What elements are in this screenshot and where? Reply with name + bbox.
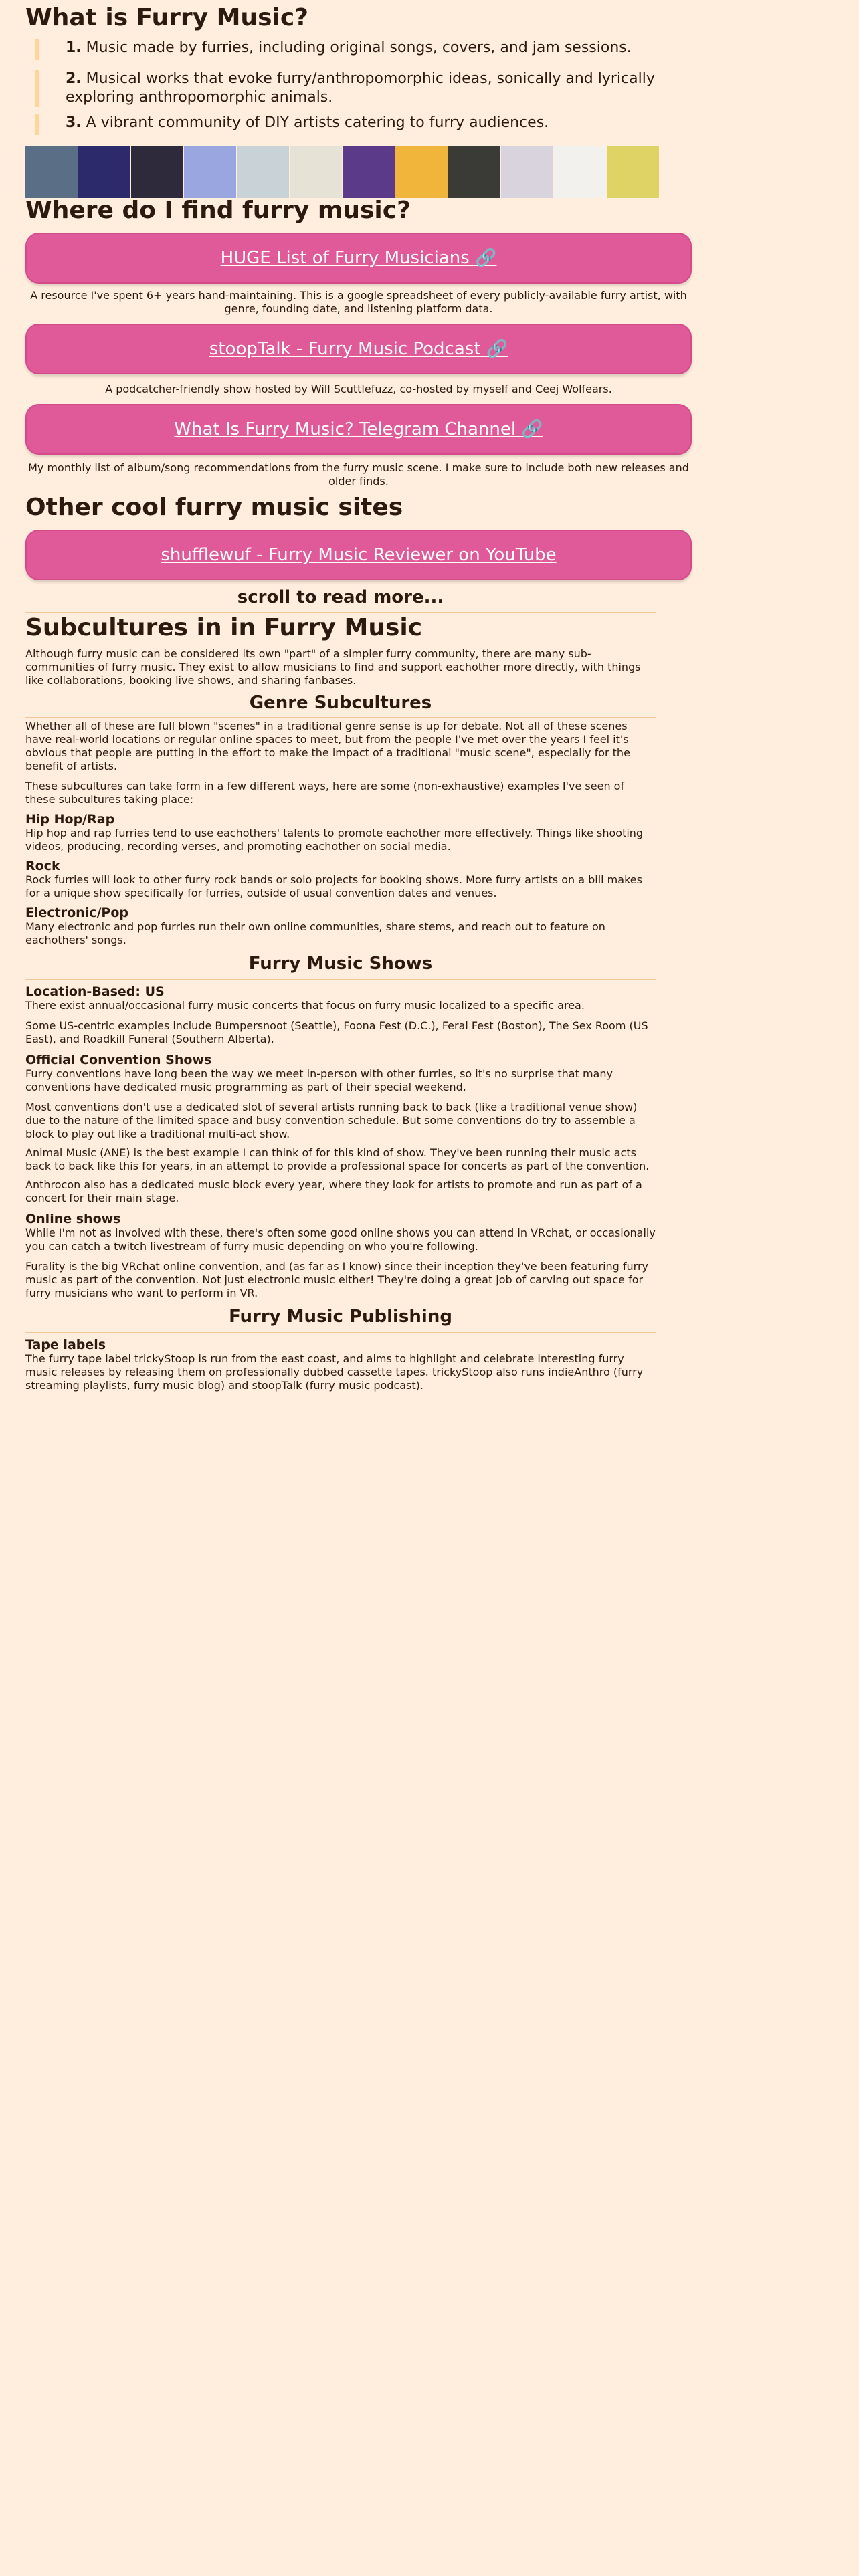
genre-paragraph-1: Whether all of these are full blown "scenes" in a traditional genre sense is up for debate. Not all of these scenes have real-world locations or regular online spaces to meet, but from the people I've met over the years I feel it's obvious that people are putting in the effort to make the impact of a traditional "music scene", especially for the benefit of artists.: [25, 720, 630, 772]
album-cover-5-icon: [237, 146, 289, 198]
album-cover-8-icon: [395, 146, 448, 198]
rock-text: Rock furries will look to other furry rock bands or solo projects for booking shows. More furry artists on a bill makes for a unique show specifically for furries, outside of usual convention dates and venues.: [25, 873, 642, 899]
definition-number: 2.: [66, 70, 82, 87]
album-cover-2-icon: [78, 146, 130, 198]
furry-musicians-list-link[interactable]: HUGE List of Furry Musicians 🔗: [25, 233, 692, 284]
album-cover-10-icon: [501, 146, 553, 198]
online-paragraph-1: While I'm not as involved with these, there's often some good online shows you can attend in VRchat, or occasionally you can catch a twitch livestream of furry music depending on who you're following.: [25, 1226, 656, 1253]
divider: [25, 979, 656, 980]
telegram-channel-link[interactable]: What Is Furry Music? Telegram Channel 🔗: [25, 404, 692, 455]
subcultures-intro: Although furry music can be considered its own "part" of a simpler furry community, there are many sub-communities of furry music. They exist to allow musicians to find and support eachother more directly, with things like collaborations, booking live shows, and sharing fanbases.: [25, 647, 641, 687]
electronic-pop-text: Many electronic and pop furries run their own online communities, share stems, and reach out to feature on eachothers' songs.: [25, 920, 605, 946]
genre-paragraph-2: These subcultures can take form in a few different ways, here are some (non-exhaustive) examples I've seen of these subcultures taking place:: [25, 780, 625, 806]
convention-paragraph-2: Most conventions don't use a dedicated slot of several artists running back to back (like a traditional venue show) due to the nature of the limited space and busy convention schedule. But some conventions do try to assemble a block to play out like a traditional multi-act show.: [25, 1101, 638, 1140]
album-cover-12-icon: [607, 146, 659, 198]
other-sites-heading: Other cool furry music sites: [25, 494, 403, 521]
album-cover-1-icon: [25, 146, 78, 198]
furry-music-shows-heading: Furry Music Shows: [248, 954, 433, 974]
page-title: What is Furry Music?: [25, 4, 309, 31]
stooptalk-podcast-description: A podcatcher-friendly show hosted by Will Scuttlefuzz, co-hosted by myself and Ceej Wolfears.: [105, 383, 612, 395]
album-cover-7-icon: [343, 146, 395, 198]
album-cover-9-icon: [448, 146, 500, 198]
electronic-pop-heading: Electronic/Pop: [25, 905, 128, 920]
rock-heading: Rock: [25, 859, 60, 873]
location-based-paragraph-2: Some US-centric examples include Bumpersnoot (Seattle), Foona Fest (D.C.), Feral Fest (Boston), The Sex Room (US East), and Roadkill Funeral (Southern Alberta).: [25, 1019, 648, 1045]
definition-number: 3.: [66, 114, 82, 131]
furry-musicians-list-description: A resource I've spent 6+ years hand-maintaining. This is a google spreadsheet of every publicly-available furry artist, with genre, founding date, and listening platform data.: [30, 289, 687, 315]
subcultures-heading: Subcultures in in Furry Music: [25, 614, 423, 641]
divider: [25, 1332, 656, 1333]
hiphop-heading: Hip Hop/Rap: [25, 812, 115, 827]
tape-labels-paragraph: The furry tape label trickyStoop is run from the east coast, and aims to highlight and celebrate interesting furry music releases by releasing them on professionally dubbed cassette tapes. trickyStoop also runs indieAnthro (furry streaming playlists, furry music blog) and stoopTalk (furry music podcast).: [25, 1352, 644, 1392]
divider: [25, 717, 656, 718]
convention-shows-heading: Official Convention Shows: [25, 1053, 212, 1067]
publishing-heading: Furry Music Publishing: [229, 1307, 452, 1327]
definition-text: Music made by furries, including original songs, covers, and jam sessions.: [86, 39, 632, 56]
convention-paragraph-1: Furry conventions have long been the way we meet in-person with other furries, so it's no surprise that many conventions have dedicated music programming as part of their special weekend.: [25, 1067, 613, 1093]
convention-paragraph-4: Anthrocon also has a dedicated music block every year, where they look for artists to promote and run as part of a concert for their main stage.: [25, 1178, 642, 1204]
location-based-paragraph-1: There exist annual/occasional furry music concerts that focus on furry music localized to a specific area.: [25, 999, 585, 1012]
album-cover-4-icon: [184, 146, 236, 198]
album-cover-strip: [25, 146, 694, 198]
convention-paragraph-3: Animal Music (ANE) is the best example I can think of for this kind of show. They've been running their music acts back to back like this for years, in an attempt to provide a professional space for concerts as part of the convention.: [25, 1146, 650, 1172]
online-paragraph-2: Furality is the big VRchat online convention, and (as far as I know) since their inception they've been featuring furry music as part of the convention. Not just electronic music either! They're doing a great job of carving out space for furry musicians who want to perform in VR.: [25, 1260, 649, 1299]
scroll-hint: scroll to read more...: [237, 587, 444, 607]
tape-labels-heading: Tape labels: [25, 1337, 106, 1352]
location-based-heading: Location-Based: US: [25, 984, 165, 999]
telegram-channel-description: My monthly list of album/song recommendations from the furry music scene. I make sure to include both new releases and older finds.: [28, 461, 689, 488]
online-shows-heading: Online shows: [25, 1212, 121, 1226]
album-cover-6-icon: [290, 146, 342, 198]
genre-subcultures-heading: Genre Subcultures: [249, 693, 432, 713]
definition-item: [35, 114, 708, 135]
album-cover-3-icon: [131, 146, 183, 198]
definition-item: [35, 70, 708, 107]
definition-text: A vibrant community of DIY artists catering to furry audiences.: [86, 114, 549, 131]
find-heading: Where do I find furry music?: [25, 197, 411, 224]
hiphop-text: Hip hop and rap furries tend to use eachothers' talents to promote eachother more effectively. Things like shooting videos, producing, recording verses, and promoting eachother on social media.: [25, 827, 644, 853]
album-cover-11-icon: [554, 146, 606, 198]
definition-item: [35, 39, 708, 60]
shufflewuf-youtube-link[interactable]: shufflewuf - Furry Music Reviewer on YouTube: [25, 530, 692, 580]
stooptalk-podcast-link[interactable]: stoopTalk - Furry Music Podcast 🔗: [25, 324, 692, 374]
definition-text: Musical works that evoke furry/anthropomorphic ideas, sonically and lyrically exploring anthropomorphic animals.: [66, 70, 655, 106]
definition-number: 1.: [66, 39, 82, 56]
divider: [25, 612, 656, 613]
